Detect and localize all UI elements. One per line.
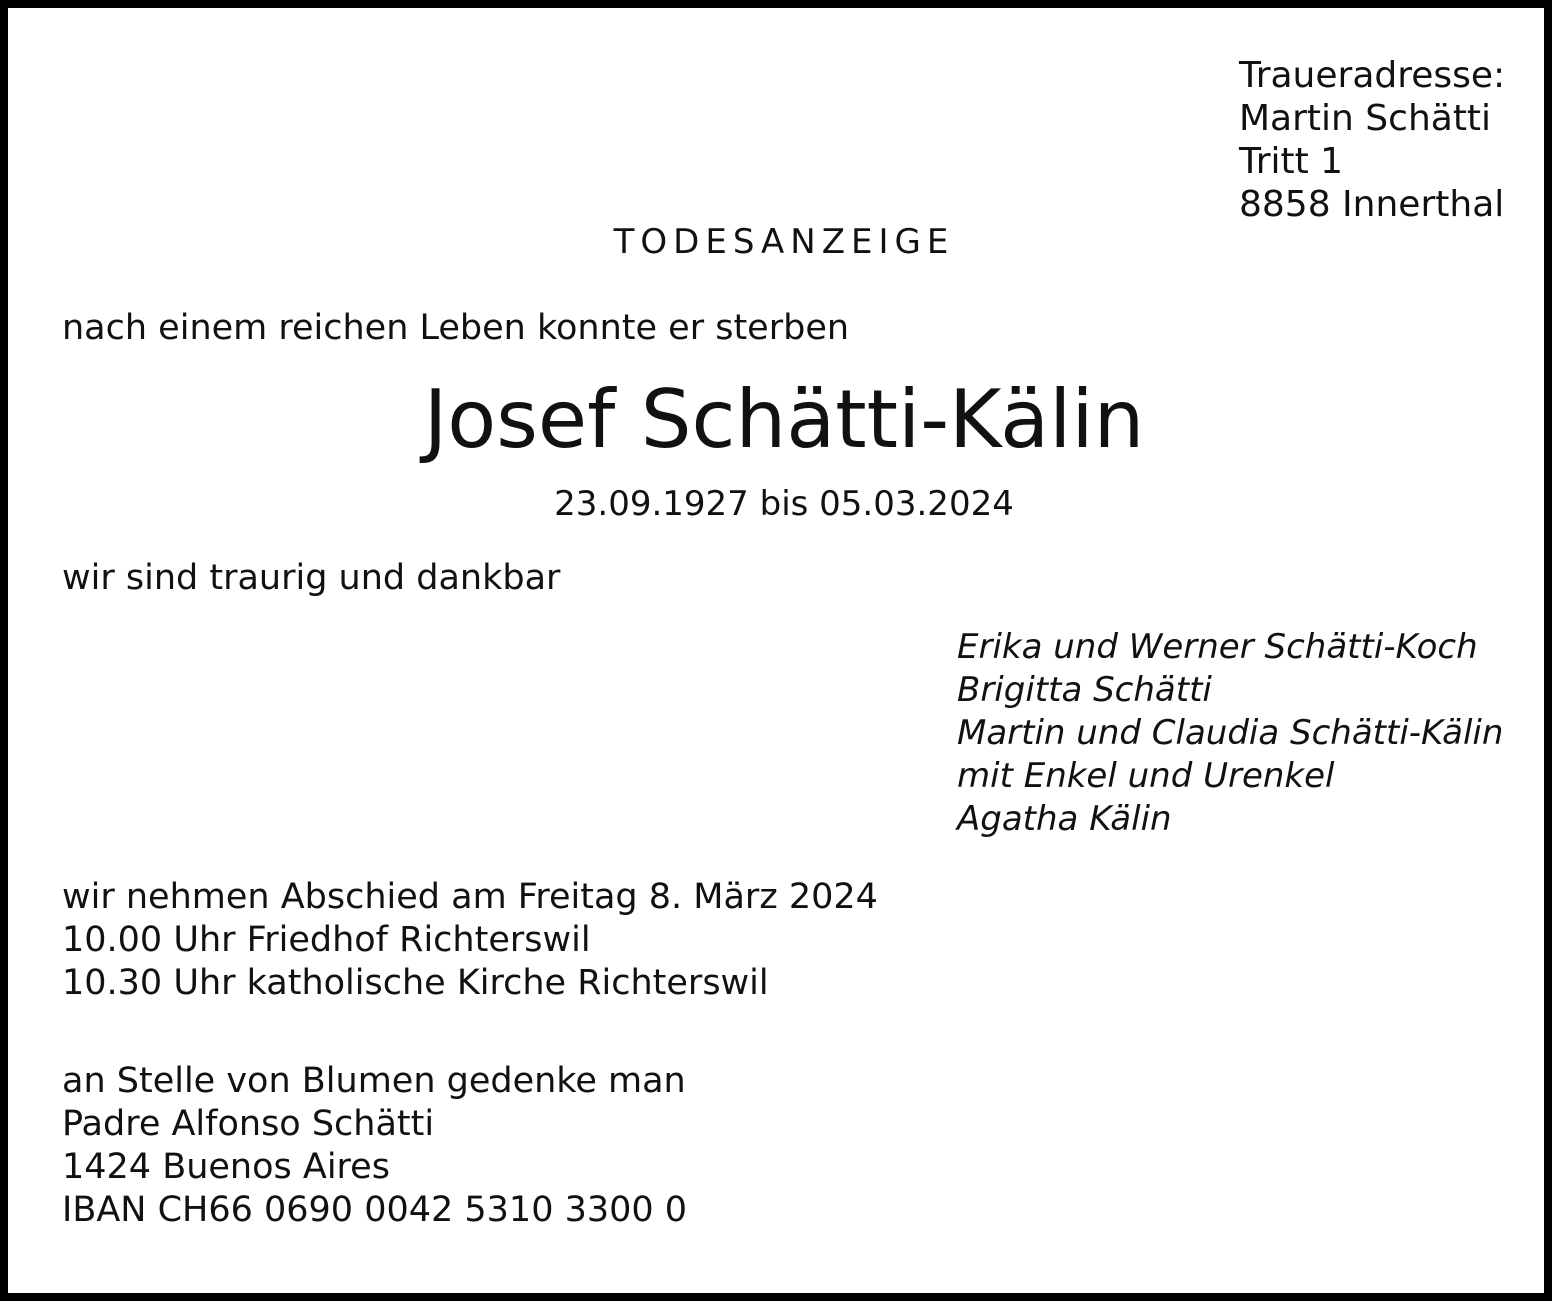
- mourner-line: Brigitta Schätti: [957, 670, 1212, 710]
- mourners-list: [957, 626, 1503, 841]
- life-dates: 23.09.1927 bis 05.03.2024: [554, 484, 1014, 524]
- address-name: Martin Schätti: [1239, 98, 1492, 139]
- farewell-church: 10.30 Uhr katholische Kirche Richterswil: [62, 963, 769, 1003]
- intro-text: nach einem reichen Leben konnte er sterben: [62, 308, 850, 348]
- address-street: Tritt 1: [1239, 141, 1344, 182]
- donation-city: 1424 Buenos Aires: [62, 1147, 390, 1187]
- thanks-text: wir sind traurig und dankbar: [62, 558, 561, 598]
- donation-iban: IBAN CH66 0690 0042 5310 3300 0: [62, 1190, 688, 1230]
- mourner-line: Agatha Kälin: [957, 799, 1172, 839]
- farewell-cemetery: 10.00 Uhr Friedhof Richterswil: [62, 920, 591, 960]
- address-label: Traueradresse:: [1239, 55, 1506, 96]
- address-city: 8858 Innerthal: [1239, 184, 1505, 225]
- deceased-name: Josef Schätti-Kälin: [423, 373, 1145, 466]
- donation-intro: an Stelle von Blumen gedenke man: [62, 1061, 686, 1101]
- mourner-line: Erika und Werner Schätti-Koch: [957, 627, 1478, 667]
- donation-info: [62, 1060, 687, 1232]
- mourning-address: [1239, 54, 1505, 226]
- notice-heading: TODESANZEIGE: [613, 222, 955, 262]
- farewell-date: wir nehmen Abschied am Freitag 8. März 2024: [62, 877, 878, 917]
- mourner-line: mit Enkel und Urenkel: [957, 756, 1335, 796]
- mourner-line: Martin und Claudia Schätti-Kälin: [957, 713, 1504, 753]
- farewell-info: [62, 876, 878, 1005]
- donation-recipient: Padre Alfonso Schätti: [62, 1104, 435, 1144]
